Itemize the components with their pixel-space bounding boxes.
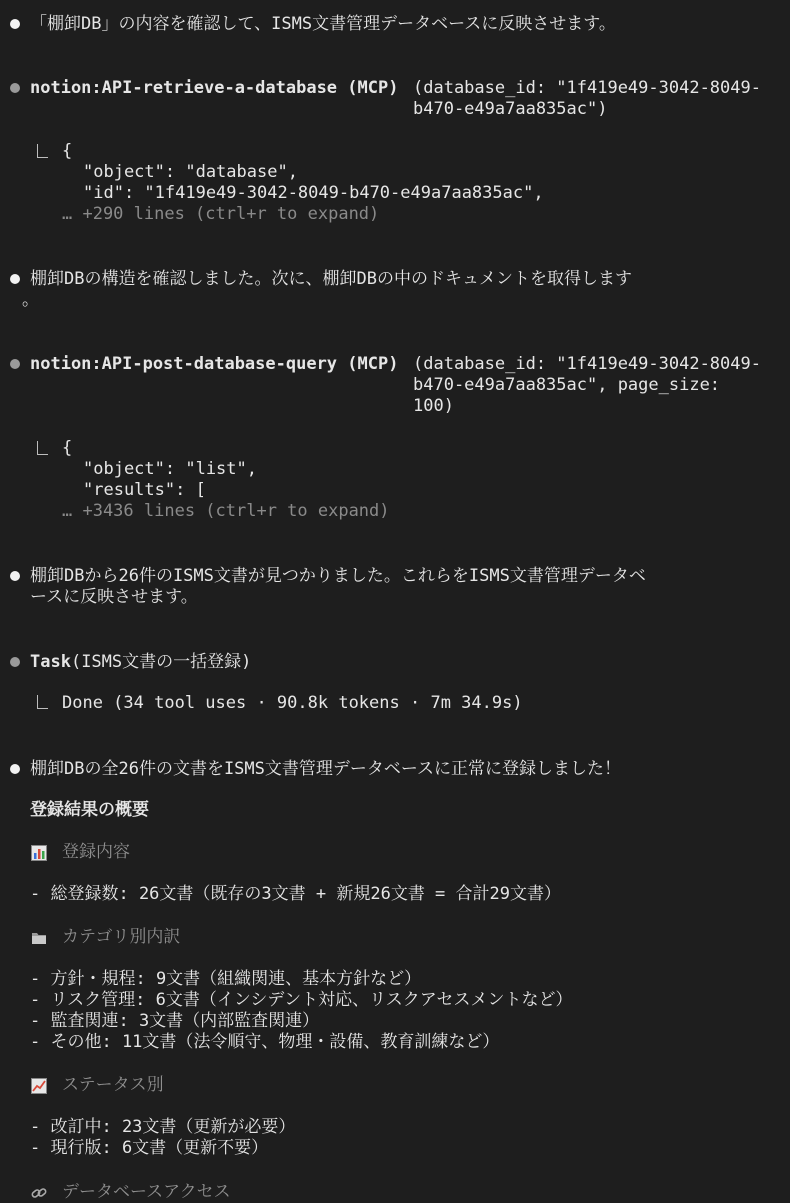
- tool-call-args: b470-e49a7aa835ac"): [413, 99, 608, 119]
- tool-call-args: 100): [413, 396, 454, 416]
- tool-output-line: "results": [: [83, 480, 206, 500]
- assistant-message: 棚卸DBの全26件の文書をISMS文書管理データベースに正常に登録しました！: [30, 759, 622, 779]
- assistant-message: 棚卸DBの構造を確認しました。次に、棚卸DBの中のドキュメントを取得します: [30, 269, 632, 289]
- bar-chart-icon: [31, 845, 47, 861]
- assistant-message-cont: ースに反映させます。: [30, 587, 198, 607]
- summary-heading: 登録結果の概要: [30, 800, 149, 820]
- assistant-message: 棚卸DBから26件のISMS文書が見つかりました。これらをISMS文書管理データベ: [30, 566, 646, 586]
- tool-output-line: "object": "database",: [83, 162, 298, 182]
- tool-bullet: [10, 359, 20, 369]
- task-args: (ISMS文書の一括登録): [70, 652, 252, 672]
- section-title: 登録内容: [62, 842, 130, 862]
- section-title: ステータス別: [62, 1075, 164, 1095]
- assistant-message: 「棚卸DB」の内容を確認して、ISMS文書管理データベースに反映させます。: [30, 14, 616, 34]
- trend-chart-icon: [31, 1078, 47, 1094]
- message-bullet: [10, 19, 20, 29]
- tool-bullet: [10, 83, 20, 93]
- list-item: - 総登録数: 26文書（既存の3文書 + 新規26文書 = 合計29文書）: [30, 884, 561, 904]
- tool-call-args: b470-e49a7aa835ac", page_size:: [413, 375, 721, 395]
- tool-output-line: {: [62, 438, 73, 458]
- tool-output-line: {: [62, 141, 73, 161]
- list-item: - 現行版: 6文書（更新不要）: [30, 1138, 269, 1158]
- result-corner-icon: [37, 695, 48, 709]
- tool-call-args: (database_id: "1f419e49-3042-8049-: [413, 354, 761, 374]
- tool-output-line: "id": "1f419e49-3042-8049-b470-e49a7aa835ac",: [83, 183, 544, 203]
- message-bullet: [10, 764, 20, 774]
- list-item: - リスク管理: 6文書（インシデント対応、リスクアセスメントなど）: [30, 990, 573, 1010]
- tool-call-args: (database_id: "1f419e49-3042-8049-: [413, 78, 761, 98]
- section-title: カテゴリ別内訳: [62, 927, 181, 947]
- task-result: Done (34 tool uses · 90.8k tokens · 7m 34.9s): [62, 693, 523, 713]
- tool-bullet: [10, 657, 20, 667]
- result-corner-icon: [37, 441, 48, 455]
- task-name: Task: [30, 652, 71, 672]
- tool-output-line: "object": "list",: [83, 459, 257, 479]
- assistant-message-cont: 。: [22, 290, 39, 310]
- task-call: [30, 652, 251, 673]
- expand-output-hint[interactable]: … +290 lines (ctrl+r to expand): [62, 204, 380, 224]
- result-corner-icon: [37, 144, 48, 158]
- list-item: - 監査関連: 3文書（内部監査関連）: [30, 1011, 320, 1031]
- expand-output-hint[interactable]: … +3436 lines (ctrl+r to expand): [62, 501, 390, 521]
- list-item: - 方針・規程: 9文書（組織関連、基本方針など）: [30, 969, 422, 989]
- tool-call-name: notion:API-post-database-query (MCP): [30, 354, 399, 374]
- tool-call-name: notion:API-retrieve-a-database (MCP): [30, 78, 399, 98]
- list-item: - その他: 11文書（法令順守、物理・設備、教育訓練など）: [30, 1032, 500, 1052]
- message-bullet: [10, 274, 20, 284]
- section-title: データベースアクセス: [62, 1182, 231, 1202]
- link-icon: [31, 1185, 47, 1201]
- folder-icon: [31, 930, 47, 946]
- message-bullet: [10, 571, 20, 581]
- list-item: - 改訂中: 23文書（更新が必要）: [30, 1117, 296, 1137]
